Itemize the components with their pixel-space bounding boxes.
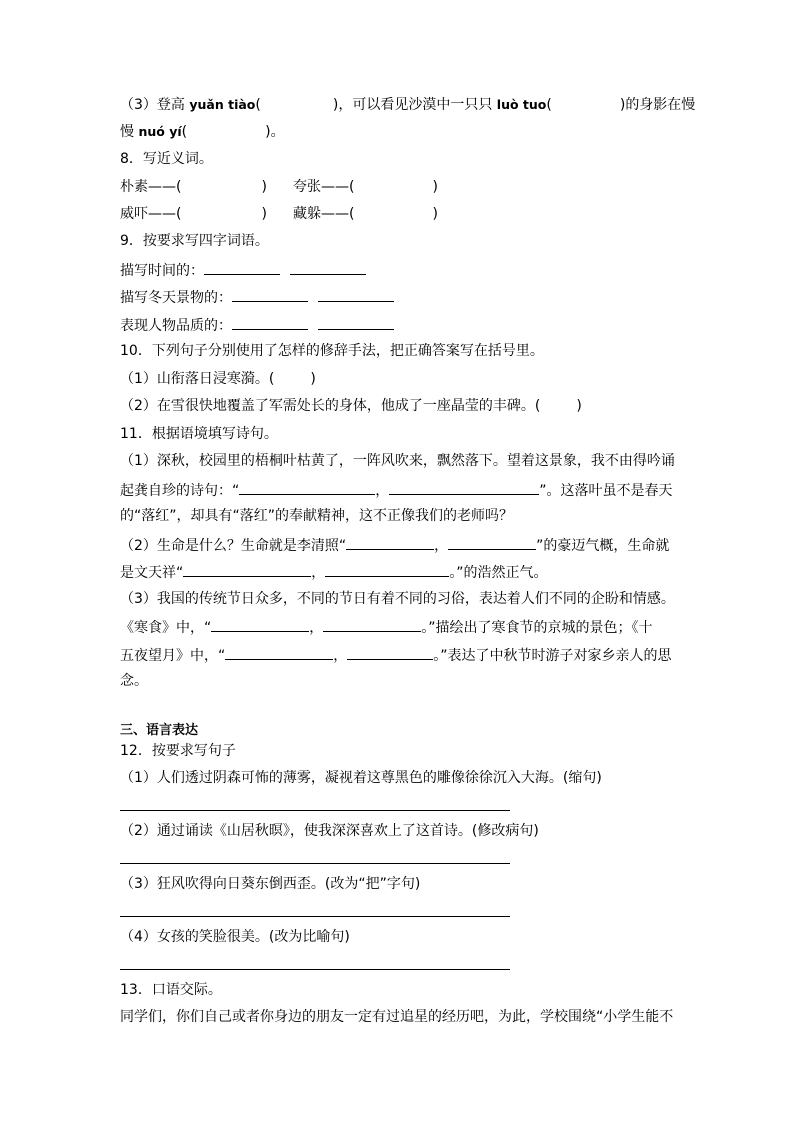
pinyin-luotuo: luò tuo <box>496 97 547 112</box>
q12-item-1: （1）人们透过阴森可怖的薄雾，凝视着这尊黑色的雕像徐徐沉入大海。(缩句) <box>120 770 602 786</box>
q11-p2-line1: （2）生命是什么？生命就是李清照“ ， ”的豪迈气概，生命就 <box>120 535 669 555</box>
q11-title: 11．根据语境填写诗句。 <box>120 426 278 442</box>
answer-blank[interactable] <box>318 315 394 330</box>
pinyin-nuoyi: nuó yí <box>138 124 182 139</box>
answer-blank[interactable] <box>347 645 433 660</box>
q12-item-3: （3）狂风吹得向日葵东倒西歪。(改为“把”字句) <box>120 876 421 892</box>
answer-blank[interactable] <box>204 260 280 275</box>
q13-title: 13．口语交际。 <box>120 982 222 998</box>
q11-p3-line4: 念。 <box>120 673 148 689</box>
section-3-title: 三、语言表达 <box>120 723 199 738</box>
answer-blank[interactable] <box>389 480 539 495</box>
answer-blank[interactable] <box>183 562 311 577</box>
q9-row-1: 描写时间的： <box>120 260 366 280</box>
answer-blank[interactable] <box>448 535 536 550</box>
q7-item3-line2: 慢 nuó yí( )。 <box>120 124 285 140</box>
answer-blank[interactable] <box>318 287 394 302</box>
answer-blank[interactable] <box>290 260 366 275</box>
answer-blank[interactable] <box>323 617 421 632</box>
answer-blank[interactable] <box>211 617 309 632</box>
pinyin-yuantiao: yuǎn tiào <box>189 97 256 112</box>
q9-row-2: 描写冬天景物的： <box>120 287 394 307</box>
q11-p1-line2: 起龚自珍的诗句：“ ， ”。这落叶虽不是春天 <box>120 480 673 500</box>
q9-row-3: 表现人物品质的： <box>120 315 394 335</box>
q12-item-2: （2）通过诵读《山居秋暝》，使我深深喜欢上了这首诗。(修改病句) <box>120 823 539 839</box>
q8-title: 8．写近义词。 <box>120 151 213 167</box>
q8-pair-1: 朴素——( ) <box>120 179 267 195</box>
answer-line[interactable] <box>120 969 510 970</box>
q11-p1-line1: （1）深秋，校园里的梧桐叶枯黄了，一阵风吹来，飘然落下。望着这景象，我不由得吟诵 <box>120 453 675 469</box>
q8-pair-2: 夸张——( ) <box>293 179 438 195</box>
q7-item3-line1: （3）登高 yuǎn tiào( )，可以看见沙漠中一只只 luò tuo( )的身影在慢 <box>120 97 696 113</box>
answer-blank[interactable] <box>346 535 434 550</box>
answer-line[interactable] <box>120 863 510 864</box>
q10-item-1: （1）山衔落日浸寒漪。( ) <box>120 371 316 387</box>
q8-pair-3: 威吓——( ) <box>120 206 267 222</box>
q13-line1: 同学们，你们自己或者你身边的朋友一定有过追星的经历吧，为此，学校围绕“小学生能不 <box>120 1009 674 1025</box>
answer-blank[interactable] <box>239 480 375 495</box>
q11-p2-line2: 是文天祥“ ， 。”的浩然正气。 <box>120 562 548 582</box>
q12-item-4: （4）女孩的笑脸很美。(改为比喻句) <box>120 929 350 945</box>
answer-blank[interactable] <box>325 562 449 577</box>
q8-pair-4: 藏躲——( ) <box>293 206 438 222</box>
q11-p1-line3: 的“落红”，却具有“落红”的奉献精神，这不正像我们的老师吗？ <box>120 508 514 524</box>
q9-title: 9．按要求写四字词语。 <box>120 233 269 249</box>
q10-item-2: （2）在雪很快地覆盖了军需处长的身体，他成了一座晶莹的丰碑。( ) <box>120 398 582 414</box>
q12-title: 12．按要求写句子 <box>120 743 236 759</box>
answer-blank[interactable] <box>232 287 308 302</box>
q11-p3-line2: 《寒食》中，“ ， 。”描绘出了寒食节的京城的景色；《十 <box>120 617 653 637</box>
answer-line[interactable] <box>120 810 510 811</box>
q10-title: 10．下列句子分别使用了怎样的修辞手法，把正确答案写在括号里。 <box>120 343 544 359</box>
answer-blank[interactable] <box>232 315 308 330</box>
answer-line[interactable] <box>120 916 510 917</box>
q11-p3-line3: 五夜望月》中，“ ， 。”表达了中秋节时游子对家乡亲人的思 <box>120 645 672 665</box>
answer-blank[interactable] <box>225 645 333 660</box>
q11-p3-line1: （3）我国的传统节日众多，不同的节日有着不同的习俗，表达着人们不同的企盼和情感。 <box>120 591 675 607</box>
